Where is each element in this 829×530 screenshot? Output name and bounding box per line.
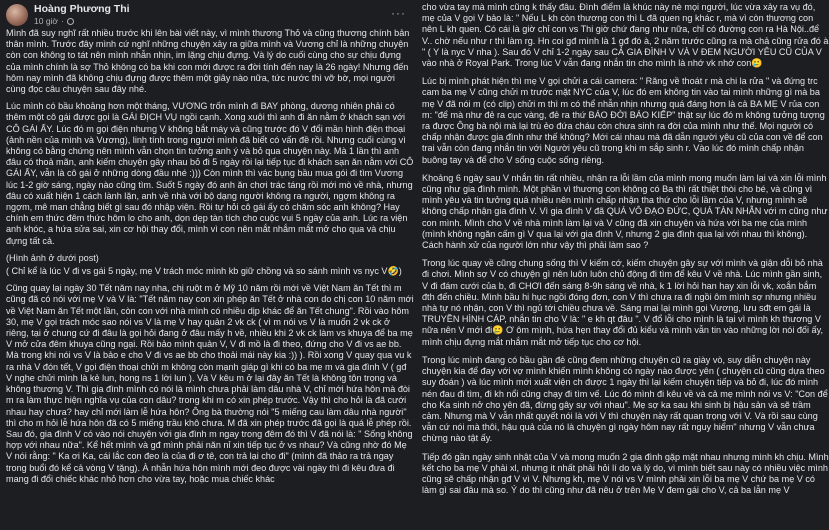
- post-paragraph: Khoảng 6 ngày sau V nhắn tin rất nhiều, nhận ra lỗi lầm của mình mong muốn làm lại và xin lỗi mình cũng như gia đình mình. Một phần vì thương con không có Ba thì rất thiệt thòi cho bé, và cũng vì mình yêu và tin tưởng quá nhiều nên mình chấp nhận tha thứ cho lỗi lầm của V, nhưng mình sẽ không chấp nhận gia đình V. Vì gia đình V đã QUÁ VÔ ĐẠO ĐỨC, QUÁ TÀN NHẪN với m cũng như con mình. Mình cho V về nhà mình làm lại và V cũng đã xin chuyện và hứa với ba mẹ của mình (mình không ngăn cấm gì V qua lại với gia đình V, nhưng 2 gia đình qua lại với nhau thì không). Cách hành xử của người lớn như vậy thì phải làm sao ?: [422, 172, 828, 251]
- post-meta: [34, 15, 130, 27]
- more-options-icon[interactable]: ···: [391, 6, 406, 20]
- post-paragraph: Tiếp đó gần ngày sinh nhật của V và mong muốn 2 gia đình gặp mặt nhau nhưng mình kh chịu. Mình kết cho ba mẹ V phải xl, nhưng it nhất phải hỏi lí do và lý do, vì mình biết sau này có nhiều việc mình cũng sẽ chấp nhận gđ V vì V. Nhưng kh, mẹ V nói vs V mình phải xin lỗi ba mẹ V chứ ba mẹ V có làm gì sai đâu mà so. Ý do thì cũng như đã nêu ở trên Mẹ V đem gái cho V, cả ba lẫn mẹ V: [422, 451, 829, 496]
- post-paragraph: Trong lúc quay về cũng chung sống thì V kiếm cớ, kiếm chuyện gây sự với mình và giận dỗi bỏ nhà đi chơi. Mình sợ V có chuyện gì nên luôn luôn chủ động đi tìm để kêu V về nhà. Lúc mình gần sinh, V đi đám cưới của b, đi CHƠI đến sáng 8-9h sáng về nhà, k 1 lời hỏi han hay xin lỗi vk, xoắn bắm đth đến chiều. Mình bầu hi hục ngồi đóng đơn, con V thì chưa ra đi ngồi ôm mình sợ nhưng nhiều nhà tự nó nhận, con V thì ngủ tới chiều chưa về. Sáng mai lại mình gọi Vương, lưu sđt em gái là TRUYỀN HÌNH CÁP, nhắn tin cho V là: " e kh qt đâu ". V đổ lỗi cho mình là tại vì mình kh thương V nữa nên V mới đi🥲 Ơ ôm mình, hứa hẹn thay đổi đủ kiểu và mình vẫn tin vào những lời nói đối ấy, mình chịu đựng mắt nhắm mắt mở tiếp tục cho cơ hội.: [422, 258, 823, 347]
- post-paragraph: Mình đã suy nghĩ rất nhiều trước khi lên bài viết này, vì mình thương Thỏ và cũng thương chính bản thân mình. Trước đây mình cứ nghĩ những chuyện xảy ra giữa mình và Vương chỉ là những chuyện còn con không to tát nên mình nhẫn nhịn, im lặng chịu đựng. Và lý do cuối cùng cho sự chịu đựng của mình chính là sợ Thỏ không có ba khi con mới được ra đời tính đến nay là 26 ngày! Nhưng đến hôm nay mình đã không chịu đựng được thêm một giây nào nữa, tức nước thì vỡ bờ, mọi người cùng đọc câu chuyện sau đây nhé.: [6, 28, 410, 95]
- post-column-left: [0, 0, 414, 530]
- post-paragraph: cho vừa tay mà mình cũng k thấy đâu. Đình điểm là khúc này nè mọi người, lúc vừa xảy ra vụ đó, mẹ của V gọi V bảo là: " Nếu L kh còn thương con thì L đã quen ng khác r, mà vì còn thương con nên L kh quen. Có cái là giờ chỉ con vs Thi giờ chứ đang như nữa, chỉ có đường con ra Hà Nội..để V.. chờ nếu như r thì làm rg. Hn coi gđ mình là 1 gđ đó à, 2 năm trước cũng ra mà chả cũng rửa đó à " ( Y là nyc V nha ). Sau đó V chỉ 1-2 ngày sau CẢ GIA ĐÌNH V VÀ V ĐEM NGƯỜI YÊU CŨ CỦA V vào nhà ở Royal Park. Trong lúc V vẫn đang nhắn tin cho mình là nhớ vk nhớ con🥲: [422, 2, 829, 69]
- post-paragraph: Cũng quay lại ngày 30 Tết năm nay nha, chị ruột m ở Mỹ 10 năm rồi mới về Việt Nam ăn Tết thì m cũng đã có nói với mẹ V và V là: "Tết năm nay con xin phép ăn Tết ở nhà con do chị con 10 năm mới về Việt Nam ăn Tết một lần, còn con với nhà mình có nhiều dịp khác để ăn Tết chung". Rồi vào hôm 30, mẹ V gọi trách móc sao nói vs V là mẹ V hay quản 2 vk ck ( vì m nói vs V là muốn 2 vk ck ở riêng, tại ở chung cứ đi đâu là gọi hỏi đang ở đâu mấy h về, nhiều khi 2 vk ck làm vs khuya để ba mẹ V mở cửa đêm khuya cũng ngại. Rồi bảo mình quản V, V đi mồ là đi theo, đứng cho V đi vs ae bb. Mà trong khi nói vs V là bảo e cho V đi vs ae bb cho thoải mái này kia :)) ). Rồi xong V quay qua vu k ra nhà V đón tết, V gọi điện thoại chửi m không còn mạnh giáp gì khi có ba mẹ m và gia đình V ( gđ V nghe chửi mình là kẻ lun, hong ns 1 lời lun ). Và V kêu m ở lại đây ăn Tết là không tôn trọng và không thương V. Thì gia đình mình có nói là mình chưa phải làm dâu nhà V, chỉ mới hứa hôn mà đòi m ra làm thực hiện nghĩa vụ của con dâu? trong khi m có xin phép trước. Vậy thì cho hỏi là đã cưới nhau hay chưa? hay chỉ mới làm lễ hứa hôn? Ông bà thường nói "5 miếng cau làm dâu nhà người" thì cho m hỏi lễ hứa hôn đã có 5 miếng trầu khô chưa. M đã xin phép trước đã gọi là quá lễ phép rồi. Sau đó, gia đình V có vào nói chuyện với gia đình m ngay trong đêm đó thì V đã nói là: " Sống không hợp với nhau nữa". Kể hết mình và gđ mình phải năn nỉ xin tiếp tục ở vs nhau? Và cũng nhờ đó Mẹ V nói rằng: " Ka ơi Ka, cái lắc con đeo là của đi ơ tê, con trả lại cho đi" (mình đã thảo ra trả ngay trong buổi đó kể cả vòng V tặng). À nhẫn hứa hôn mình mới đeo được vài ngày thì đi kêu đưa đi mang đi đổi chiếc khác nhỏ hơn cho vừa tay, hoặc mua chiếc khác: [6, 283, 414, 484]
- post-time[interactable]: 10 giờ: [34, 16, 59, 26]
- author-block: [34, 3, 130, 27]
- author-name[interactable]: Hoàng Phương Thi: [34, 3, 130, 15]
- post-header: [6, 2, 414, 28]
- post-column-right: [416, 0, 829, 530]
- meta-separator: ·: [61, 16, 64, 26]
- avatar[interactable]: [6, 4, 28, 26]
- post-paragraph: ( Chỉ kể là lúc V đi vs gái 5 ngày, mẹ V trách móc mình kb giữ chồng và so sánh mình vs nyc V🤣): [6, 266, 402, 277]
- post-paragraph: Lúc mình có bầu khoảng hơn một tháng, VƯƠNG trốn mình đi BAY phòng, dương nhiên phải có thêm một cô gái được gọi là GÁI ĐỊCH VỤ ngồi cạnh. Xong xuôi thì anh đi ăn nằm ở khách sạn với CÔ GÁI ẤY. Lúc đó m gọi điện nhưng V không bắt máy và cũng trước đó V đổi mần hình điện thoại (ảnh nền của mình và Vương), linh tính trong người mình đã biết có vấn đề rồi. Nhưng cuối cùng vì không có bằng chứng nên mình vẫn chọn tin tưởng anh ý và bỏ qua chuyện này. Mà 1 lần thì anh đâu có thoả mãn, anh kiếm chuyện gây nhau bỏ đi 5 ngày rồi lại tiếp tục đi khách sạn ăn nằm với CÔ GÁI ẤY, vẫn là cô gái ở những dòng đầu nhé :))) Còn mình thì vác bụng bầu mua gói đi tìm Vương lúc 1-2 giờ sáng, ngày nào cũng tìm. Suốt 5 ngày đó anh ăn chơi trác táng rồi mới mò về nhà, nhưng đâu có xuất hiện 1 cách lành lặn, anh về nhà với bộ dạng người không ra người, ngợm không ra ngợm, mê man chẳng biết gì sau đó nhập viện. Rồi tự hỏi cô gái ấy có chăm sóc anh không? Hay chính em thức đêm thức hôm lo cho anh, dọn dẹp tàn tích cho cuộc vui 5 ngày của anh. Lúc ra viện anh khóc, a hứa sửa sai, xin cơ hội thay đổi, mình vì con nên mắt nhắm mắt mở cho qua và chịu đựng tất cả.: [6, 101, 414, 246]
- globe-icon: [67, 18, 74, 25]
- post-paragraph: Trong lúc mình đang có bầu gần đẻ cũng đem những chuyện cũ ra giày vò, suy diễn chuyện này chuyện kia để đay với vợ mình khiến mình không có ngày nào được yên ( chuyện cũ cũng dựa theo suy đoán ) và lúc mình mới xuất viện ch được 1 ngày thì lại kiếm chuyện tiếp và bỏ đi, lúc đó mình nén đau đi tìm, đi kh nổi cũng chạy đi tìm vế. Lúc đó mình đi kêu về và cả mẹ mình nói vs V: "Con để cho Ka sinh nở cho yên đã, đừng gây sự với nhau". Mẹ sợ ka sau khi sinh bị hậu sản và sẽ trầm cảm. Nhưng mà V vẫn nhất quyết nói là với V thì chuyện này rất quan trọng với V. Và rồi sau cùng vẫn cứ nói mà thôi, hậu quả của nó là chuyện gì ngày hôm nay rất nguy hiểm" nhưng V vẫn chưa chừng nào tật ấy.: [422, 354, 828, 444]
- post-paragraph: (Hình ảnh ở dưới post): [6, 252, 99, 263]
- post-paragraph: Lúc bị mình phát hiện thì mẹ V gọi chửi a cái camera: " Răng về thoát r mà chi la rửa " và đứng trc cam ba mẹ V cũng chửi m trước mặt NYC của V, lúc đó em không tin vào tai mình những gì mà ba mẹ V đã nói m (có clip) chửi m thì m có thể nhẫn nhịn nhưng quá đáng hơn là cả BA MẸ V rủa con m: "để mà như đẻ ra cục vàng, đẻ ra thứ BÁO ĐỜI BÁO KIẾP" thật sự lúc đó m không tưởng tượng ra được Ông bà nội mà lại trù ẻo đứa cháu còn chưa sinh ra đời của mình như thế. Mọi người có chấp nhận được gia đình như thế không? Mới cái nhau mà đã dẫn người yêu cũ của con về để con trai vẫn còn đang nhắn tin với Người yêu cũ trong khi m sắp sinh r. Vào lúc đó mình chấp nhận buông tay và để cho V sống cuộc sống riêng.: [422, 76, 825, 165]
